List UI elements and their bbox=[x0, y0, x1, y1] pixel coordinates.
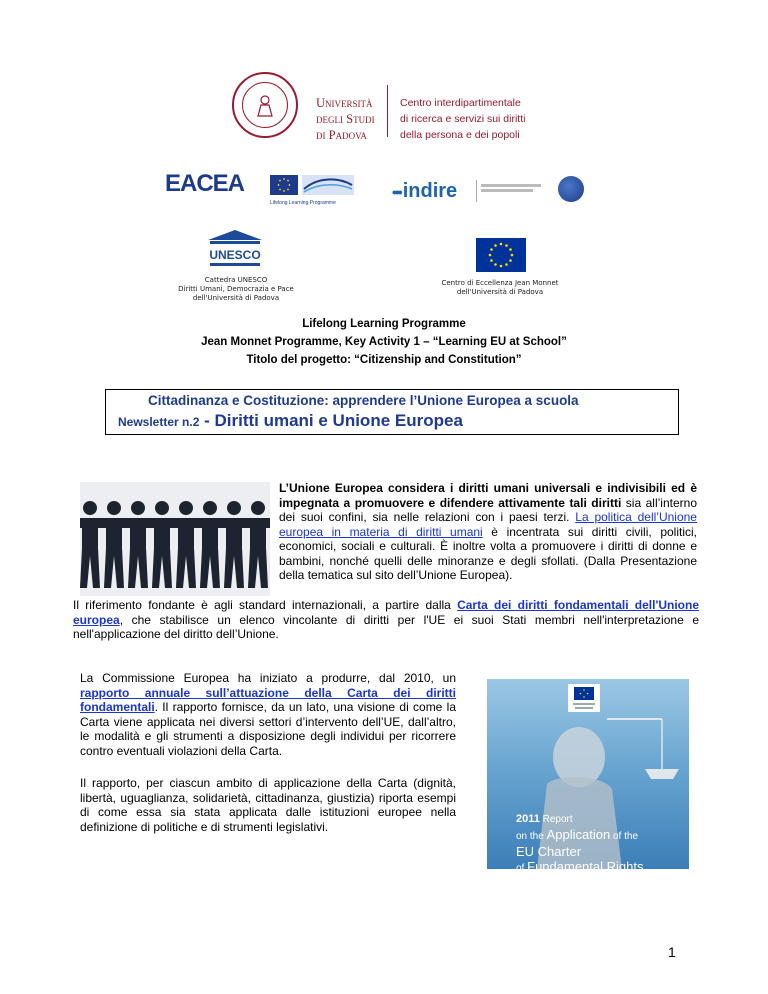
report-cover-title bbox=[516, 810, 686, 876]
page-number: 1 bbox=[668, 944, 676, 960]
unesco-logo bbox=[206, 228, 264, 270]
unesco-caption-line-2: Diritti Umani, Democrazia e Pace bbox=[178, 285, 294, 293]
intro-text-a: sia all’interno dei suoi confini, sia nelle relazioni con i paesi terzi. bbox=[279, 495, 697, 524]
charter-text-b: , che stabilisce un elenco vincolante di diritti per l'UE ei suoi Stati membri nell'interpretazione e nell'applicazione del diritto dell’Unione. bbox=[73, 612, 699, 641]
cover-year: 2011 bbox=[516, 813, 540, 825]
intro-text-b: è incentrata sui diritti civili, politici, economici, sociali e culturali. È inoltre volta a promuovere i diritti di donne e bambini, nonché quelli delle minoranze e degli sfollati. (Dalla Presentazione della tematica sul sito dell’Unione Europea). bbox=[279, 524, 698, 582]
centro-name bbox=[400, 95, 570, 143]
jm-caption-line-1: Centro di Eccellenza Jean Monnet bbox=[441, 279, 559, 287]
intro-paragraph bbox=[279, 481, 697, 583]
header-divider bbox=[387, 85, 388, 137]
unesco-caption bbox=[170, 276, 302, 303]
report-text-b: . Il rapporto fornisce, da un lato, una visione di come la Carta viene applicata nei diversi settori d’intervento dell’UE, dall’altro, le modalità e gli strumenti a disposizione degli individui per ricorrere contro eventuali violazioni della Carta. bbox=[80, 700, 456, 758]
cover-line3: EU Charter bbox=[516, 844, 582, 859]
annual-report-link[interactable]: rapporto annuale sull’attuazione della Carta dei diritti fondamentali bbox=[80, 685, 456, 714]
university-line-2: degli Studi bbox=[316, 112, 375, 126]
indire-dots-icon: ••• bbox=[392, 184, 401, 200]
paper-chain-figures-icon bbox=[80, 482, 270, 596]
indire-logo bbox=[392, 180, 457, 203]
indire-agency-graphic bbox=[481, 182, 551, 194]
jm-caption-line-2: dell'Università di Padova bbox=[456, 288, 544, 296]
llp-swoosh-icon bbox=[302, 175, 354, 195]
university-line-1: Università bbox=[316, 96, 373, 110]
university-seal-logo bbox=[232, 72, 298, 138]
llp-eu-flag-icon bbox=[270, 175, 298, 195]
charter-link[interactable]: Carta dei diritti fondamentali dell'Unione europea bbox=[73, 598, 699, 627]
centro-line-1: Centro interdipartimentale bbox=[400, 97, 521, 109]
eacea-logo bbox=[165, 170, 245, 206]
llp-logo-caption bbox=[270, 200, 390, 206]
project-title: Titolo del progetto: “Citizenship and Constitution” bbox=[246, 354, 522, 366]
eacea-tagline-graphic bbox=[165, 198, 225, 203]
cover-line2-a: on the bbox=[516, 831, 547, 842]
seal-inner-ring bbox=[242, 82, 288, 128]
cover-word-report: Report bbox=[539, 814, 573, 825]
eu-flag-icon bbox=[476, 238, 526, 272]
paper-chain-photo bbox=[80, 482, 270, 596]
european-commission-logo bbox=[568, 684, 600, 712]
seal-figure-icon bbox=[252, 92, 278, 118]
university-name bbox=[316, 95, 380, 143]
indire-logo-text: indire bbox=[402, 180, 458, 202]
eacea-logo-text: EACEA bbox=[165, 170, 245, 197]
cover-line4-b: Fundamental Rights bbox=[527, 859, 644, 874]
eu-human-rights-policy-link[interactable]: La politica dell’Unione europea in materia di diritti umani bbox=[279, 510, 697, 539]
programme-activity: Jean Monnet Programme, Key Activity 1 – “Learning EU at School” bbox=[201, 336, 567, 348]
university-line-3: di Padova bbox=[316, 128, 367, 142]
indire-separator bbox=[476, 180, 477, 202]
unesco-caption-line-1: Cattedra UNESCO bbox=[204, 276, 268, 284]
llp-caption-text: Lifelong Learning Programme bbox=[270, 200, 336, 206]
report-text-a: La Commissione Europea ha iniziato a produrre, dal 2010, un bbox=[80, 671, 456, 685]
newsletter-label: Newsletter n.2 bbox=[118, 415, 200, 429]
centro-line-2: di ricerca e servizi sui diritti bbox=[400, 113, 526, 125]
cover-line2-b: Application bbox=[546, 827, 611, 842]
report-paragraph bbox=[80, 671, 456, 758]
cover-line2-c: of the bbox=[610, 831, 639, 842]
charter-text-a: Il riferimento fondante è agli standard internazionali, a partire dalla bbox=[73, 598, 458, 612]
unesco-caption-line-3: dell'Università di Padova bbox=[192, 294, 280, 302]
newsletter-topic: - Diritti umani e Unione Europea bbox=[199, 411, 463, 430]
centro-line-3: della persona e dei popoli bbox=[400, 129, 520, 141]
charter-paragraph bbox=[73, 598, 699, 642]
unesco-logo-text: UNESCO bbox=[209, 248, 261, 262]
programme-title: Lifelong Learning Programme bbox=[302, 318, 466, 330]
globe-icon bbox=[558, 176, 584, 202]
jean-monnet-caption bbox=[430, 279, 570, 297]
intro-bold-text: L’Unione Europea considera i diritti umani universali e indivisibili ed è impegnata a promuovere e difendere attivamente tali diritti bbox=[279, 481, 697, 510]
scope-paragraph: Il rapporto, per ciascun ambito di applicazione della Carta (dignità, libertà, uguaglianza, solidarietà, cittadinanza, giustizia) riporta esempi di come essa sia stata applicata dalle istituzioni europee nella definizione di politiche e di strumenti legislativi. bbox=[80, 776, 456, 834]
newsletter-subtitle bbox=[118, 411, 463, 431]
newsletter-title: Cittadinanza e Costituzione: apprendere l’Unione Europea a scuola bbox=[148, 393, 579, 408]
cover-line4-a: of bbox=[516, 863, 528, 874]
